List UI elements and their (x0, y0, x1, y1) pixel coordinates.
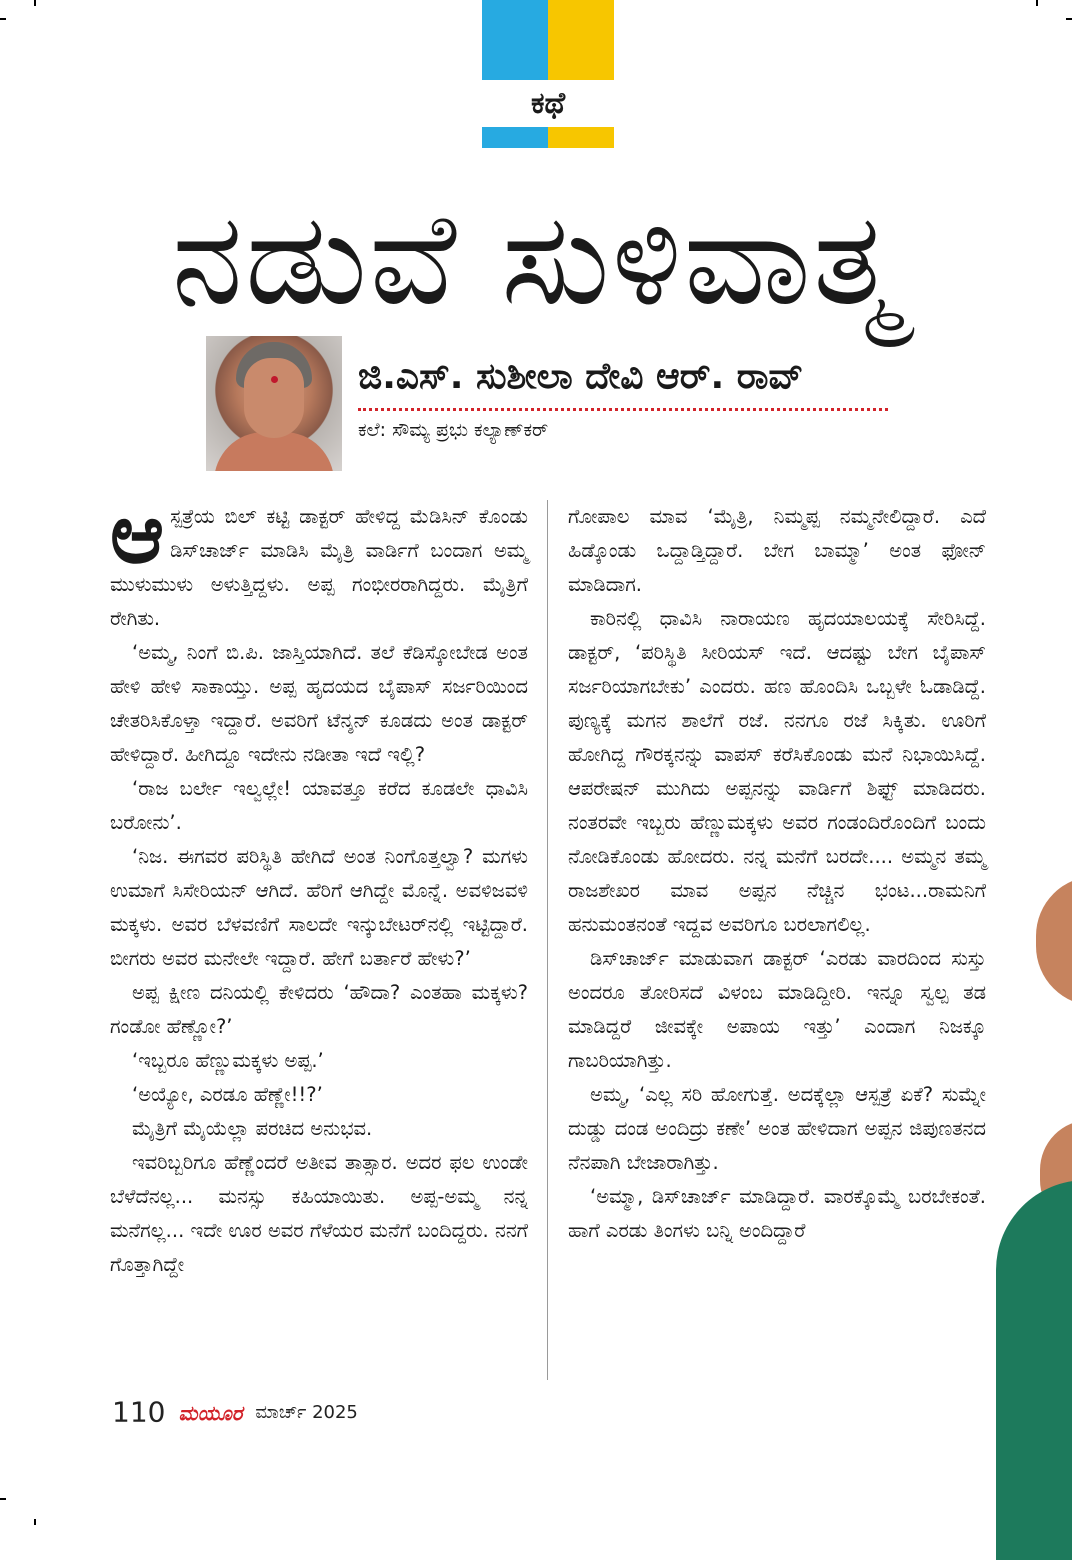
author-photo (206, 336, 342, 471)
story-title: ನಡುವೆ ಸುಳಿವಾತ್ಮ (171, 185, 901, 334)
paragraph: ಡಿಸ್‌ಚಾರ್ಜ್ ಮಾಡುವಾಗ ಡಾಕ್ಟರ್ ‘ಎರಡು ವಾರದಿಂದ ಸುಸ್ತು ಅಂದರೂ ತೋರಿಸದೆ ವಿಳಂಬ ಮಾಡಿದ್ದೀರಿ. ಇನ್ನೂ ಸ್ವಲ್ಪ ತಡ ಮಾಡಿದ್ದರೆ ಜೀವಕ್ಕೇ ಅಪಾಯ ಇತ್ತು’ ಎಂದಾಗ ನಿಜಕ್ಕೂ ಗಾಬರಿಯಾಗಿತ್ತು. (568, 947, 986, 1072)
badge-strip-blue (482, 127, 548, 148)
column-right (568, 500, 986, 1248)
paragraph: ‘ರಾಜ ಬರ್ಲೇ ಇಲ್ವಲ್ಲೇ! ಯಾವತ್ತೂ ಕರೆದ ಕೂಡಲೇ ಧಾವಿಸಿ ಬರೋನು’. (110, 777, 528, 834)
dotted-rule (358, 408, 888, 411)
crop-mark (1066, 18, 1072, 20)
section-badge (482, 0, 614, 150)
paragraph: ಅಮ್ಮ, ‘ಎಲ್ಲ ಸರಿ ಹೋಗುತ್ತೆ. ಅದಕ್ಕೆಲ್ಲಾ ಆಸ್ಪತ್ರೆ ಏಕೆ? ಸುಮ್ನೇ ದುಡ್ಡು ದಂಡ ಅಂದಿದ್ರು ಕಣೇ’ ಅಂತ ಹೇಳಿದಾಗ ಅಪ್ಪನ ಜಿಪುಣತನದ ನೆನಪಾಗಿ ಬೇಜಾರಾಗಿತ್ತು. (568, 1083, 986, 1174)
column-left (110, 487, 528, 1282)
paragraph: ಗೋಪಾಲ ಮಾವ ‘ಮೈತ್ರಿ, ನಿಮ್ಮಪ್ಪ ನಮ್ಮನೇಲಿದ್ದಾರೆ. ಎದೆ ಹಿಡ್ಕೊಂಡು ಒದ್ದಾಡ್ತಿದ್ದಾರೆ. ಬೇಗ ಬಾಮ್ಮಾ’ ಅಂತ ಫೋನ್ ಮಾಡಿದಾಗ. (568, 505, 986, 596)
decorative-shape (996, 1180, 1072, 1560)
magazine-logo: ಮಯೂರ (178, 1400, 243, 1425)
badge-block-blue (482, 0, 548, 80)
column-divider (547, 500, 548, 1380)
page-footer (112, 1392, 358, 1433)
crop-mark (1036, 0, 1038, 6)
photo-face (244, 358, 304, 438)
decorative-shape (1036, 876, 1072, 1006)
paragraph: ಇವರಿಬ್ಬರಿಗೂ ಹೆಣ್ಣೆಂದರೆ ಅತೀವ ತಾತ್ಸಾರ. ಅದರ ಫಲ ಉಂಡೇ ಬೆಳೆದೆನಲ್ಲ... ಮನಸ್ಸು ಕಹಿಯಾಯಿತು. ಅಪ್ಪ-ಅಮ್ಮ ನನ್ನ ಮನೆಗಲ್ಲ... ಇದೇ ಊರ ಅವರ ಗೆಳೆಯರ ಮನೆಗೆ ಬಂದಿದ್ದರು. ನನಗೆ ಗೊತ್ತಾಗಿದ್ದೇ (110, 1151, 528, 1276)
artist-credit: ಕಲೆ: ಸೌಮ್ಯ ಪ್ರಭು ಕಲ್ಯಾಣ್‌ಕರ್ (358, 419, 549, 441)
paragraph: ‘ಅಯ್ಯೋ, ಎರಡೂ ಹೆಣ್ಣೇ!!?’ (132, 1083, 323, 1106)
paragraph: ಮೈತ್ರಿಗೆ ಮೈಯೆಲ್ಲಾ ಪರಚಿದ ಅನುಭವ. (132, 1117, 373, 1140)
crop-mark (34, 1519, 36, 1525)
paragraph: ‘ಇಬ್ಬರೂ ಹೆಣ್ಣುಮಕ್ಕಳು ಅಪ್ಪ.’ (132, 1049, 324, 1072)
crop-mark (0, 18, 6, 20)
issue-date: ಮಾರ್ಚ್ 2025 (255, 1401, 358, 1423)
drop-cap: ಆ (110, 487, 165, 582)
photo-bindi (271, 376, 278, 383)
paragraph: ‘ಅಮ್ಮಾ, ಡಿಸ್‌ಚಾರ್ಜ್ ಮಾಡಿದ್ದಾರೆ. ವಾರಕ್ಕೊಮ್ಮೆ ಬರಬೇಕಂತೆ. ಹಾಗೆ ಎರಡು ತಿಂಗಳು ಬನ್ನಿ ಅಂದಿದ್ದಾರೆ (568, 1185, 986, 1242)
crop-mark (34, 0, 36, 6)
paragraph: ಕಾರಿನಲ್ಲಿ ಧಾವಿಸಿ ನಾರಾಯಣ ಹೃದಯಾಲಯಕ್ಕೆ ಸೇರಿಸಿದ್ದೆ. ಡಾಕ್ಟರ್, ‘ಪರಿಸ್ಥಿತಿ ಸೀರಿಯಸ್ ಇದೆ. ಆದಷ್ಟು ಬೇಗ ಬೈಪಾಸ್ ಸರ್ಜರಿಯಾಗಬೇಕು’ ಎಂದರು. ಹಣ ಹೊಂದಿಸಿ ಒಬ್ಬಳೇ ಓಡಾಡಿದ್ದೆ. ಪುಣ್ಯಕ್ಕೆ ಮಗನ ಶಾಲೆಗೆ ರಜೆ. ನನಗೂ ರಜೆ ಸಿಕ್ಕಿತು. ಊರಿಗೆ ಹೋಗಿದ್ದ ಗೌರಕ್ಕನನ್ನು ವಾಪಸ್ ಕರೆಸಿಕೊಂಡು ಮನೆ ನಿಭಾಯಿಸಿದ್ದೆ. ಆಪರೇಷನ್ ಮುಗಿದು ಅಪ್ಪನನ್ನು ವಾರ್ಡಿಗೆ ಶಿಫ್ಟ್ ಮಾಡಿದರು. ನಂತರವೇ ಇಬ್ಬರು ಹೆಣ್ಣುಮಕ್ಕಳು ಅವರ ಗಂಡಂದಿರೊಂದಿಗೆ ಬಂದು ನೋಡಿಕೊಂಡು ಹೋದರು. ನನ್ನ ಮನೆಗೆ ಬರದೇ.... ಅಮ್ಮನ ತಮ್ಮ ರಾಜಶೇಖರ ಮಾವ ಅಪ್ಪನ ನೆಚ್ಚಿನ ಭಂಟ...ರಾಮನಿಗೆ ಹನುಮಂತನಂತೆ ಇದ್ದವ ಅವರಿಗೂ ಬರಲಾಗಲಿಲ್ಲ. (568, 607, 986, 936)
author-name: ಜಿ.ಎಸ್. ಸುಶೀಲಾ ದೇವಿ ಆರ್. ರಾವ್ (358, 356, 804, 397)
page-number: 110 (112, 1395, 166, 1429)
section-label: ಕಥೆ (530, 86, 566, 121)
paragraph: ‘ನಿಜ. ಈಗವರ ಪರಿಸ್ಥಿತಿ ಹೇಗಿದೆ ಅಂತ ನಿಂಗೊತ್ತಲ್ವಾ? ಮಗಳು ಉಮಾಗೆ ಸಿಸೇರಿಯನ್ ಆಗಿದೆ. ಹೆರಿಗೆ ಆಗಿದ್ದೇ ಮೊನ್ನೆ. ಅವಳಿಜವಳಿ ಮಕ್ಕಳು. ಅವರ ಬೆಳವಣಿಗೆ ಸಾಲದೇ ಇನ್ಕುಬೇಟರ್‌ನಲ್ಲಿ ಇಟ್ಟಿದ್ದಾರೆ. ಬೀಗರು ಅವರ ಮನೇಲೇ ಇದ್ದಾರೆ. ಹೇಗೆ ಬರ್ತಾರೆ ಹೇಳು?’ (110, 845, 528, 970)
paragraph: ‘ಅಮ್ಮ, ನಿಂಗೆ ಬಿ.ಪಿ. ಜಾಸ್ತಿಯಾಗಿದೆ. ತಲೆ ಕೆಡಿಸ್ಕೋಬೇಡ ಅಂತ ಹೇಳಿ ಹೇಳಿ ಸಾಕಾಯ್ತು. ಅಪ್ಪ ಹೃದಯದ ಬೈಪಾಸ್ ಸರ್ಜರಿಯಿಂದ ಚೇತರಿಸಿಕೊಳ್ತಾ ಇದ್ದಾರೆ. ಅವರಿಗೆ ಟೆನ್ಶನ್ ಕೂಡದು ಅಂತ ಡಾಕ್ಟರ್ ಹೇಳಿದ್ದಾರೆ. ಹೀಗಿದ್ದೂ ಇದೇನು ನಡೀತಾ ಇದೆ ಇಲ್ಲಿ? (110, 641, 528, 766)
badge-block-yellow (548, 0, 614, 80)
paragraph: ಅಪ್ಪ ಕ್ಷೀಣ ದನಿಯಲ್ಲಿ ಕೇಳಿದರು ‘ಹೌದಾ? ಎಂತಹಾ ಮಕ್ಕಳು? ಗಂಡೋ ಹೆಣ್ಣೋ?’ (110, 981, 528, 1038)
paragraph: ಆಸ್ಪತ್ರೆಯ ಬಿಲ್ ಕಟ್ಟಿ ಡಾಕ್ಟರ್ ಹೇಳಿದ್ದ ಮೆಡಿಸಿನ್ ಕೊಂಡು ಡಿಸ್‌ಚಾರ್ಜ್ ಮಾಡಿಸಿ ಮೈತ್ರಿ ವಾರ್ಡಿಗೆ ಬಂದಾಗ ಅಮ್ಮ ಮುಳುಮುಳು ಅಳುತ್ತಿದ್ದಳು. ಅಪ್ಪ ಗಂಭೀರರಾಗಿದ್ದರು. ಮೈತ್ರಿಗೆ ರೇಗಿತು. (110, 487, 528, 630)
crop-mark (0, 1498, 6, 1500)
badge-strip-yellow (548, 127, 614, 148)
